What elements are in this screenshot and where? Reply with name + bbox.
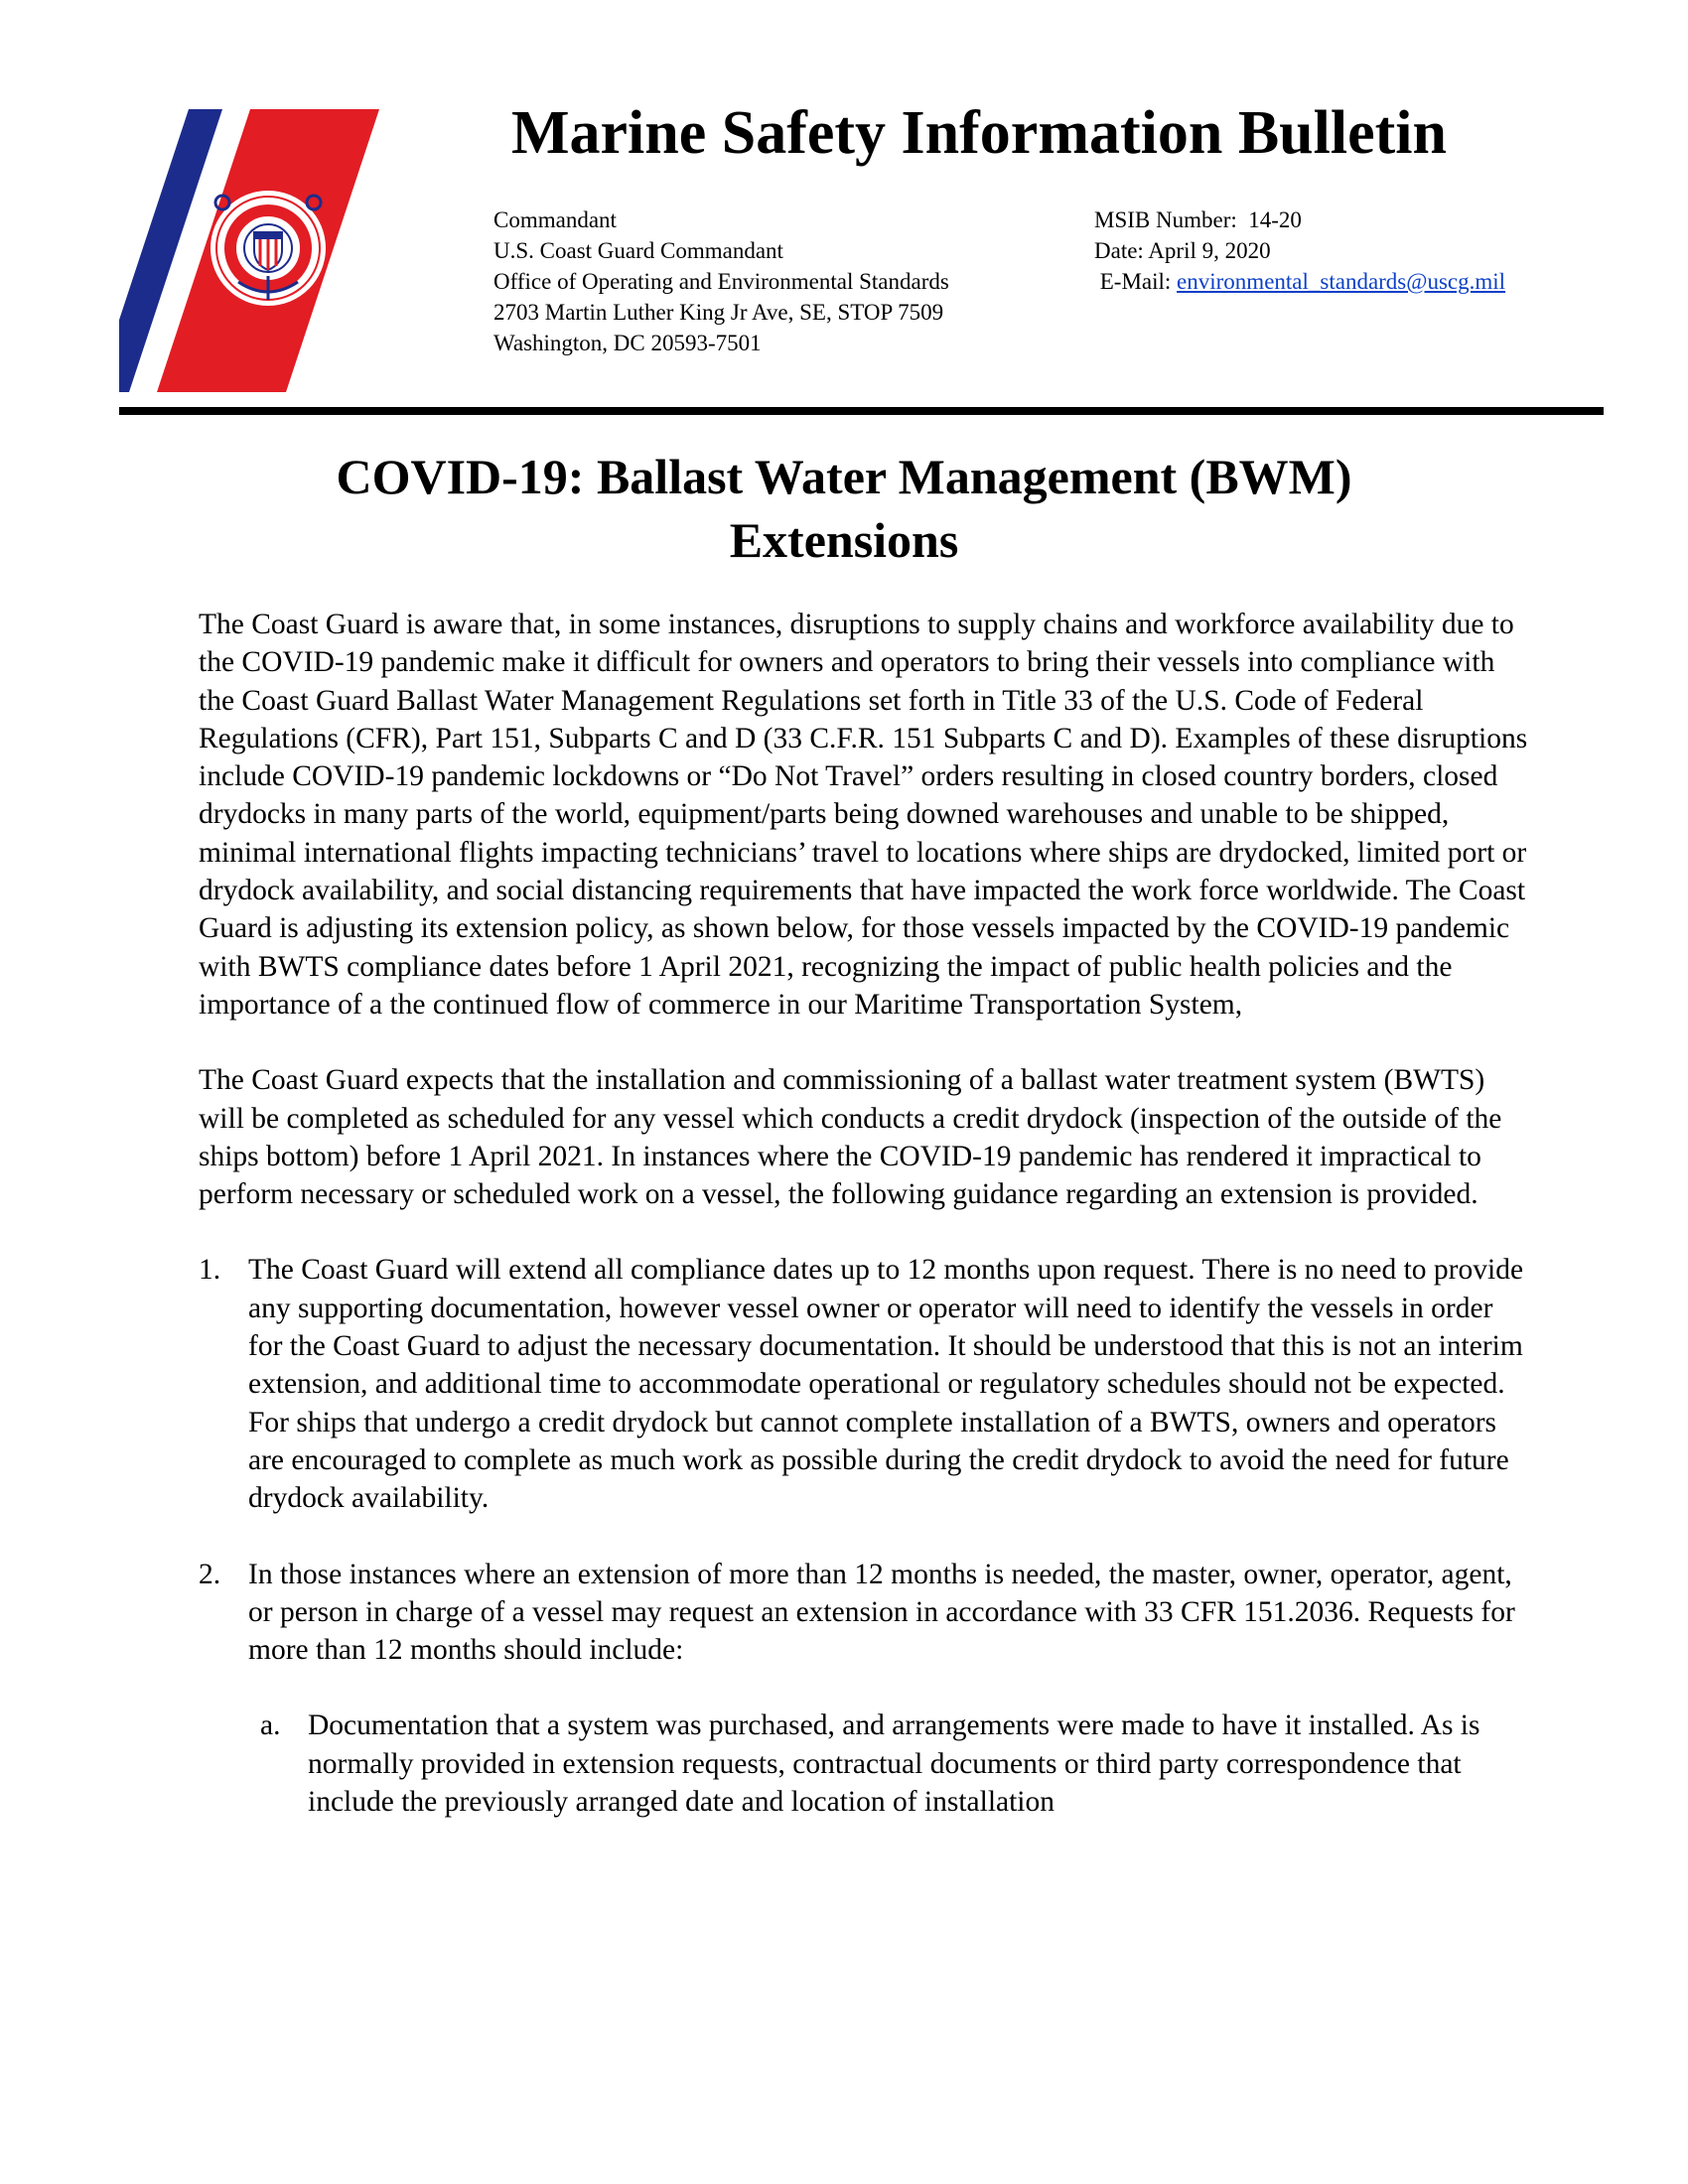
- msib-number-value: 14-20: [1248, 207, 1302, 232]
- document-title-line: Extensions: [729, 512, 959, 568]
- issuing-office: [493, 205, 949, 358]
- bulletin-email: [1094, 266, 1505, 297]
- sub-list-item-text: Documentation that a system was purchased, and arrangements were made to have it installed. As is normally provided in extension requests, contractual documents or third party correspondence that include the previously arranged date and location of installation: [308, 1709, 1480, 1819]
- office-line: U.S. Coast Guard Commandant: [493, 238, 783, 263]
- body-paragraph: The Coast Guard expects that the installation and commissioning of a ballast water treatment system (BWTS) will be completed as scheduled for any vessel which conducts a credit drydock (inspection of the outside of the ships bottom) before 1 April 2021. In instances where the COVID-19 pandemic has rendered it impractical to perform necessary or scheduled work on a vessel, the following guidance regarding an extension is provided.: [199, 1064, 1502, 1211]
- header-divider: [119, 407, 1604, 415]
- office-line: 2703 Martin Luther King Jr Ave, SE, STOP 7509: [493, 300, 944, 325]
- document-body: [199, 606, 1529, 1821]
- list-marker: 1.: [199, 1254, 221, 1287]
- document-title: [149, 445, 1539, 572]
- document-title-line: COVID-19: Ballast Water Management (BWM): [336, 449, 1352, 504]
- msib-number: [1094, 205, 1505, 235]
- msib-number-label: MSIB Number:: [1094, 207, 1237, 232]
- coast-guard-logo: [119, 109, 437, 397]
- bulletin-date: [1094, 235, 1505, 266]
- list-item: [199, 1251, 1529, 1517]
- sub-list-marker: a.: [260, 1709, 281, 1742]
- bulletin-title: Marine Safety Information Bulletin: [511, 99, 1447, 167]
- date-label: Date:: [1094, 238, 1144, 263]
- email-link[interactable]: environmental_standards@uscg.mil: [1177, 269, 1506, 294]
- list-item: [199, 1556, 1529, 1670]
- list-item-text: The Coast Guard will extend all compliance dates up to 12 months upon request. There is no need to provide any supporting documentation, however vessel owner or operator will need to identify the vessels in order for the Coast Guard to adjust the necessary documentation. It should be understood that this is not an interim extension, and additional time to accommodate operational or regulatory schedules should not be expected. For ships that undergo a credit drydock but cannot complete installation of a BWTS, owners and operators are encouraged to complete as much work as possible during the credit drydock to avoid the need for future drydock availability.: [248, 1254, 1524, 1515]
- office-line: Office of Operating and Environmental Standards: [493, 269, 949, 294]
- list-item-text: In those instances where an extension of more than 12 months is needed, the master, owner, operator, agent, or person in charge of a vessel may request an extension in accordance with 33 CFR 151.2036. Requests for more than 12 months should include:: [248, 1558, 1515, 1667]
- email-label: E-Mail:: [1099, 269, 1172, 294]
- bulletin-meta: [1094, 205, 1505, 297]
- body-paragraph: The Coast Guard is aware that, in some instances, disruptions to supply chains and workforce availability due to the COVID-19 pandemic make it difficult for owners and operators to bring their vessels into compliance with the Coast Guard Ballast Water Management Regulations set forth in Title 33 of the U.S. Code of Federal Regulations (CFR), Part 151, Subparts C and D (33 C.F.R. 151 Subparts C and D). Examples of these disruptions include COVID-19 pandemic lockdowns or “Do Not Travel” orders resulting in closed country borders, closed drydocks in many parts of the world, equipment/parts being downed warehouses and unable to be shipped, minimal international flights impacting technicians’ travel to locations where ships are drydocked, limited port or drydock availability, and social distancing requirements that have impacted the work force worldwide. The Coast Guard is adjusting its extension policy, as shown below, for those vessels impacted by the COVID-19 pandemic with BWTS compliance dates before 1 April 2021, recognizing the impact of public health policies and the importance of a the continued flow of commerce in our Maritime Transportation System,: [199, 609, 1528, 1021]
- office-line: Washington, DC 20593-7501: [493, 331, 762, 355]
- list-marker: 2.: [199, 1558, 221, 1590]
- sub-list-item: [260, 1706, 1529, 1821]
- office-line: Commandant: [493, 207, 617, 232]
- coast-guard-seal-icon: [211, 191, 326, 306]
- date-value: April 9, 2020: [1148, 238, 1271, 263]
